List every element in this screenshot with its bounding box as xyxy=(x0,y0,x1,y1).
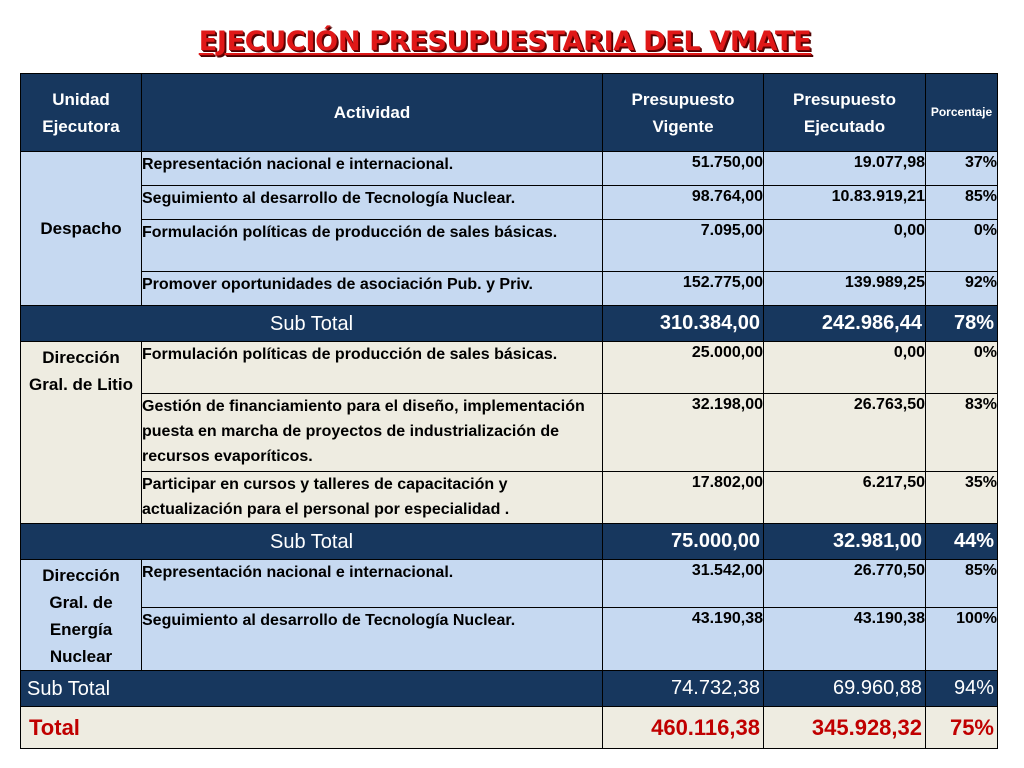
vigente-cell: 32.198,00 xyxy=(603,394,764,472)
ejecutado-cell: 26.763,50 xyxy=(764,394,926,472)
subtotal-label: Sub Total xyxy=(21,306,603,342)
header-actividad: Actividad xyxy=(142,74,603,152)
activity-cell: Seguimiento al desarrollo de Tecnología Nuclear. xyxy=(142,608,603,671)
header-porcentaje: Porcentaje xyxy=(926,74,998,152)
activity-cell: Seguimiento al desarrollo de Tecnología Nuclear. xyxy=(142,186,603,220)
subtotal-porcentaje: 78% xyxy=(926,306,998,342)
table-row xyxy=(21,472,998,524)
activity-cell: Representación nacional e internacional. xyxy=(142,152,603,186)
porcentaje-cell: 92% xyxy=(926,272,998,306)
budget-table xyxy=(20,73,998,749)
ejecutado-cell: 19.077,98 xyxy=(764,152,926,186)
activity-cell: Formulación políticas de producción de sales básicas. xyxy=(142,342,603,394)
subtotal-row xyxy=(21,306,998,342)
porcentaje-cell: 35% xyxy=(926,472,998,524)
table-row xyxy=(21,220,998,272)
activity-cell: Representación nacional e internacional. xyxy=(142,560,603,608)
ejecutado-cell: 10.83.919,21 xyxy=(764,186,926,220)
porcentaje-cell: 100% xyxy=(926,608,998,671)
unit-cell: Dirección Gral. de Energía Nuclear xyxy=(21,560,142,671)
ejecutado-cell: 0,00 xyxy=(764,220,926,272)
porcentaje-cell: 85% xyxy=(926,186,998,220)
porcentaje-cell: 0% xyxy=(926,220,998,272)
header-unidad: Unidad Ejecutora xyxy=(21,74,142,152)
table-row xyxy=(21,560,998,608)
ejecutado-cell: 139.989,25 xyxy=(764,272,926,306)
porcentaje-cell: 83% xyxy=(926,394,998,472)
unit-cell: Despacho xyxy=(21,152,142,306)
vigente-cell: 17.802,00 xyxy=(603,472,764,524)
total-ejecutado: 345.928,32 xyxy=(764,707,926,749)
total-vigente: 460.116,38 xyxy=(603,707,764,749)
activity-cell: Formulación políticas de producción de sales básicas. xyxy=(142,220,603,272)
table-row xyxy=(21,394,998,472)
vigente-cell: 51.750,00 xyxy=(603,152,764,186)
page-title: EJECUCIÓN PRESUPUESTARIA DEL VMATE xyxy=(198,26,812,57)
header-vigente: Presupuesto Vigente xyxy=(603,74,764,152)
activity-cell: Gestión de financiamiento para el diseño, implementación puesta en marcha de proyectos de industrialización de recursos evaporíticos. xyxy=(142,394,603,472)
porcentaje-cell: 37% xyxy=(926,152,998,186)
total-label: Total xyxy=(21,707,603,749)
subtotal-vigente: 74.732,38 xyxy=(603,671,764,707)
subtotal-ejecutado: 69.960,88 xyxy=(764,671,926,707)
vigente-cell: 7.095,00 xyxy=(603,220,764,272)
subtotal-label: Sub Total xyxy=(21,524,603,560)
vigente-cell: 25.000,00 xyxy=(603,342,764,394)
total-porcentaje: 75% xyxy=(926,707,998,749)
vigente-cell: 31.542,00 xyxy=(603,560,764,608)
subtotal-ejecutado: 32.981,00 xyxy=(764,524,926,560)
unit-cell: Dirección Gral. de Litio xyxy=(21,342,142,524)
table-row xyxy=(21,186,998,220)
subtotal-vigente: 75.000,00 xyxy=(603,524,764,560)
activity-cell: Promover oportunidades de asociación Pub. y Priv. xyxy=(142,272,603,306)
table-row xyxy=(21,608,998,671)
subtotal-row xyxy=(21,671,998,707)
vigente-cell: 152.775,00 xyxy=(603,272,764,306)
subtotal-porcentaje: 44% xyxy=(926,524,998,560)
ejecutado-cell: 43.190,38 xyxy=(764,608,926,671)
ejecutado-cell: 0,00 xyxy=(764,342,926,394)
table-row xyxy=(21,152,998,186)
subtotal-porcentaje: 94% xyxy=(926,671,998,707)
ejecutado-cell: 6.217,50 xyxy=(764,472,926,524)
table-header-row xyxy=(21,74,998,152)
subtotal-ejecutado: 242.986,44 xyxy=(764,306,926,342)
ejecutado-cell: 26.770,50 xyxy=(764,560,926,608)
table-row xyxy=(21,272,998,306)
total-row xyxy=(21,707,998,749)
subtotal-label: Sub Total xyxy=(21,671,603,707)
vigente-cell: 43.190,38 xyxy=(603,608,764,671)
header-ejecutado: Presupuesto Ejecutado xyxy=(764,74,926,152)
porcentaje-cell: 85% xyxy=(926,560,998,608)
porcentaje-cell: 0% xyxy=(926,342,998,394)
activity-cell: Participar en cursos y talleres de capacitación y actualización para el personal por especialidad . xyxy=(142,472,603,524)
subtotal-vigente: 310.384,00 xyxy=(603,306,764,342)
vigente-cell: 98.764,00 xyxy=(603,186,764,220)
table-row xyxy=(21,342,998,394)
subtotal-row xyxy=(21,524,998,560)
